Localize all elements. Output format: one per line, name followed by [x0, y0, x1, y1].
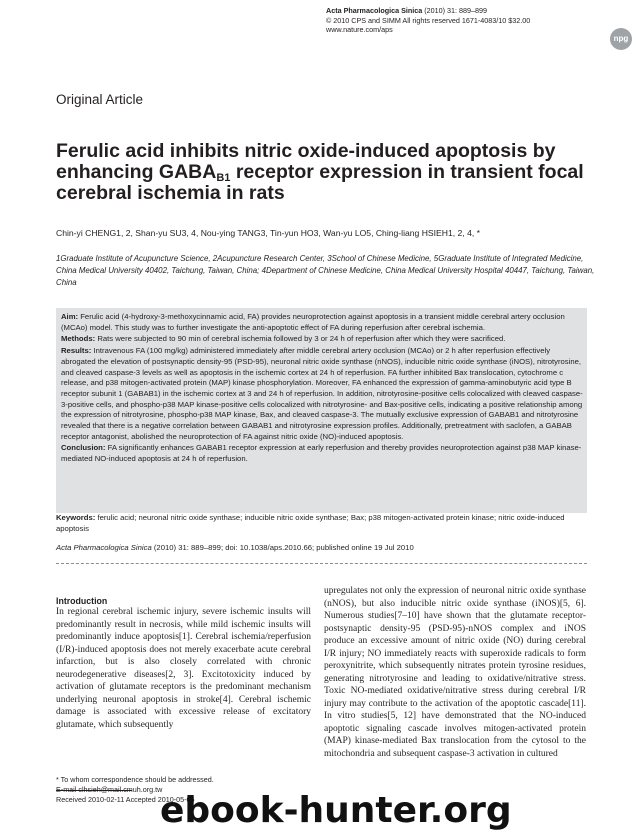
correspondence-note: * To whom correspondence should be addressed.: [56, 775, 214, 784]
title-subscript: B1: [216, 172, 231, 184]
body-column-right: [324, 585, 586, 760]
results-label: Results:: [61, 346, 92, 356]
methods-label: Methods:: [61, 334, 96, 344]
keywords: [56, 513, 587, 534]
citation-line: [56, 543, 587, 553]
aim-text: Ferulic acid (4-hydroxy-3-methoxycinnamic acid, FA) provides neuroprotection against apoptosis in a transient middle cerebral artery occlusion (MCAo) model. This study was to further investigate the anti-apoptotic effect of FA during reperfusion after cerebral ischemia.: [61, 312, 565, 332]
citation-details: (2010) 31: 889–899; doi: 10.1038/aps.2010.66; published online 19 Jul 2010: [151, 543, 414, 552]
journal-name: Acta Pharmacologica Sinica: [326, 6, 423, 15]
divider: [56, 563, 587, 564]
copyright-line: © 2010 CPS and SIMM All rights reserved 1671-4083/10 $32.00: [326, 15, 531, 25]
abstract-results: [61, 346, 583, 442]
title-part2: receptor expression in transient focal cerebral ischemia in rats: [56, 161, 584, 204]
paragraph: In regional cerebral ischemic injury, severe ischemic insults will predominantly result in necrosis, while mild ischemic insults will predominantly induce apoptosis[1]. Cerebral ischemia/reperfusion (I/R)-induced apoptosis does not merely exacerbate acute cerebral infarction, but is also closely correlated with chronic neurodegenerative diseases[2, 3]. Excitotoxicity induced by activation of glutamate receptors is the predominant mechanism underlying neuronal apoptosis in stroke[4]. Cerebral ischemic damage is associated with excessive release of excitatory glutamate, which subsequently: [56, 607, 311, 730]
abstract-methods: [61, 334, 583, 345]
article-title: [56, 141, 616, 204]
citation-journal: Acta Pharmacologica Sinica: [56, 543, 152, 552]
body-column-left: [56, 606, 311, 731]
abstract-conclusion: [61, 443, 583, 464]
aim-label: Aim:: [61, 312, 79, 321]
conclusion-text: FA significantly enhances GABAB1 receptor expression at early reperfusion and thereby provides neuroprotection against p38 MAP kinase-mediated NO-induced apoptosis at 24 h of reperfusion.: [61, 443, 582, 464]
affiliations: 1Graduate Institute of Acupuncture Science, 2Acupuncture Research Center, 3School of Chinese Medicine, 5Graduate Institute of Integrated Medicine, China Medical University 40402, Taichung, Taiwan, China; 4Department of Chinese Medicine, China Medical University Hospital 40447, Taichung, Taiwan, China: [56, 254, 595, 287]
title-part1: Ferulic acid inhibits nitric oxide-induced apoptosis by enhancing GABA: [56, 140, 556, 183]
introduction-heading: Introduction: [56, 596, 108, 606]
journal-issue: (2010) 31: 889–899: [424, 6, 488, 15]
keywords-label: Keywords:: [56, 513, 96, 522]
methods-text: Rats were subjected to 90 min of cerebral ischemia followed by 3 or 24 h of reperfusion after which they were sacrificed.: [97, 334, 506, 344]
abstract-aim: [61, 312, 583, 333]
conclusion-label: Conclusion:: [61, 443, 106, 453]
author-list: Chin-yi CHENG1, 2, Shan-yu SU3, 4, Nou-ying TANG3, Tin-yun HO3, Wan-yu LO5, Ching-liang HSIEH1, 2, 4, *: [56, 228, 480, 238]
keywords-text: ferulic acid; neuronal nitric oxide synthase; inducible nitric oxide synthase; Bax; p38 mitogen-activated protein kinase; nitric oxide-induced apoptosis: [56, 513, 565, 533]
email-note: E-mail clhsieh@mail.cmuh.org.tw: [56, 785, 163, 794]
watermark: ebook-hunter.org: [160, 790, 512, 831]
npg-logo-icon: npg: [610, 28, 632, 50]
paragraph: upregulates not only the expression of neuronal nitric oxide synthase (nNOS), but also inducible nitric oxide synthase (iNOS)[5, 6]. Numerous studies[7–10] have shown that the glutamate receptor-postsynaptic density-95 (PSD-95)-nNOS complex and iNOS produce an excessive amount of nitric oxide (NO) during cerebral I/R injury; NO immediately reacts with superoxide radicals to form peroxynitrite, which subsequently nitrates protein tyrosine residues, generating nitrotyrosine and leading to oxidative/nitrative stress. Toxic NO-mediated oxidative/nitrative stress during cerebral I/R injury may contribute to the activation of the apoptotic cascade[11]. In vitro studies[5, 12] have demonstrated that the NO-induced apoptotic signaling cascade involves mitogen-activated protein (MAP) kinase-mediated Bax translocation from the cytosol to the mitochondria and subsequent caspase-3 activation in cultured: [324, 586, 586, 759]
section-label: Original Article: [56, 92, 144, 107]
abstract-box: [56, 308, 587, 513]
journal-header: [326, 6, 530, 35]
dates-note: Received 2010-02-11 Accepted 2010-05-06: [56, 795, 195, 804]
results-text: Intravenous FA (100 mg/kg) administered immediately after middle cerebral artery occlusion (MCAo) or 2 h after reperfusion effectively abrogated the elevation of postsynaptic density-95 (PSD-95), neuronal nitric oxide synthase (nNOS), inducible nitric oxide synthase (iNOS), nitrotyrosine, and cleaved caspase-3 levels as well as apoptosis in the ischemic cortex at 24 h of reperfusion. FA further inhibited Bax translocation, cytochrome c release, and p38 mitogen-activated protein (MAP) kinase phosphorylation. Moreover, FA enhanced the expression of gamma-aminobutyric acid type B receptor subunit 1 (GABAB1) in the ischemic cortex at 3 and 24 h of reperfusion. In addition, nitrotyrosine-positive cells colocalized with cleaved caspase-3-positive cells, and phospho-p38 MAP kinase-positive cells colocalized with nitrotyrosine- and Bax-positive cells, indicating a positive relationship among the expression of nitrotyrosine, phospho-p38 MAP kinase, Bax, and cleaved caspase-3. The mutually exclusive expression of GABAB1 and nitrotyrosine revealed that there is a negative correlation between GABAB1 and nitrotyrosine expression profiles. Additionally, pretreatment with saclofen, a GABAB receptor antagonist, abolished the neuroprotection of FA against nitric oxide (NO)-induced apoptosis.: [61, 346, 583, 441]
journal-url: www.nature.com/aps: [326, 25, 393, 35]
